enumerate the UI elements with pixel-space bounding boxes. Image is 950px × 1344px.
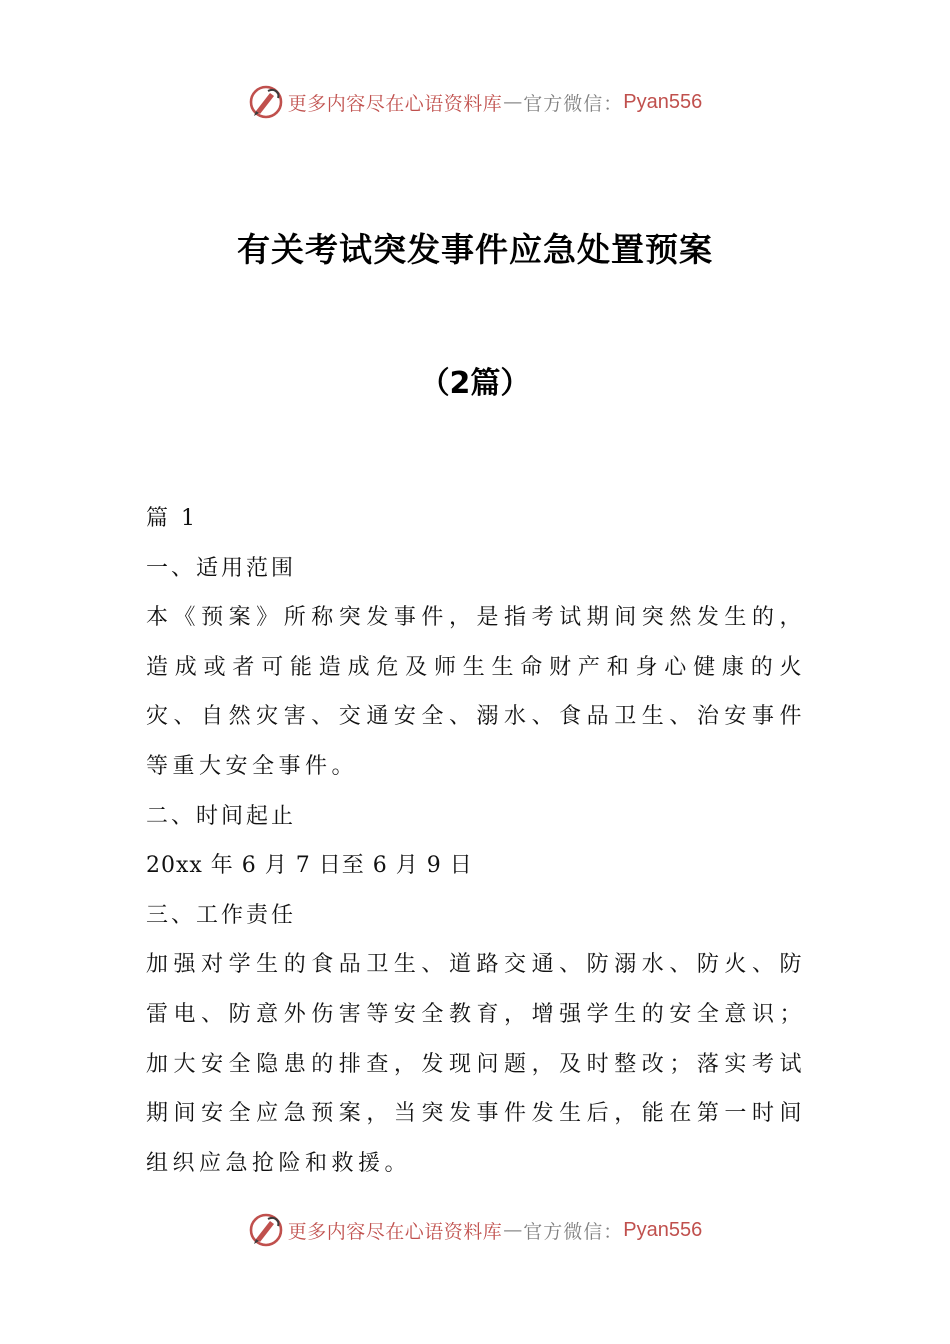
header-watermark: [0, 82, 950, 122]
document-body: [146, 494, 806, 1188]
pen-logo-icon: [248, 84, 284, 120]
watermark-dash: —: [503, 91, 523, 113]
paragraph-responsibility: 加强对学生的食品卫生、道路交通、防溺水、防火、防雷电、防意外伤害等安全教育，增强学生的安全意识；加大安全隐患的排查，发现问题，及时整改；落实考试期间安全应急预案，当突发事件发生后，能在第一时间组织应急抢险和救援。: [146, 952, 806, 1176]
heading-scope: 一、适用范围: [146, 555, 297, 581]
watermark-label: 官方微信：: [523, 92, 624, 115]
document-title: 有关考试突发事件应急处置预案: [237, 230, 713, 269]
heading-time: 二、时间起止: [146, 803, 297, 829]
watermark-dash: —: [503, 1219, 523, 1241]
date-line: 20xx 年 6 月 7 日至 6 月 9 日: [146, 853, 473, 879]
pen-logo-icon: [248, 1212, 284, 1248]
watermark-id: Pyan556: [623, 1218, 703, 1241]
footer-watermark: [0, 1210, 950, 1250]
section-label: 篇 1: [146, 506, 198, 531]
watermark-label: 官方微信：: [523, 1220, 624, 1243]
document-subtitle: （2篇）: [419, 366, 531, 401]
watermark-text: 更多内容尽在心语资料库: [287, 1220, 503, 1243]
paragraph-scope: 本《预案》所称突发事件，是指考试期间突然发生的，造成或者可能造成危及师生生命财产和身心健康的火灾、自然灾害、交通安全、溺水、食品卫生、治安事件等重大安全事件。: [146, 605, 806, 779]
watermark-text: 更多内容尽在心语资料库: [287, 92, 503, 115]
heading-responsibility: 三、工作责任: [146, 902, 297, 928]
watermark-id: Pyan556: [623, 90, 703, 113]
